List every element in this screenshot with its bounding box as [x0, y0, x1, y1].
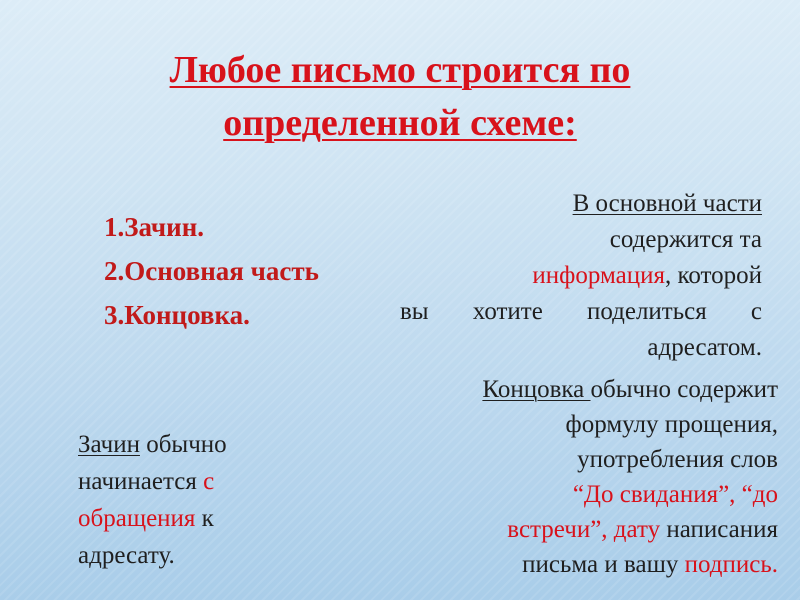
main-part-line-4: вы хотите поделиться с [400, 298, 762, 325]
main-part-line-5: адресатом. [647, 334, 762, 361]
main-part-description [400, 186, 762, 366]
main-part-line-1 [400, 186, 762, 222]
list-item-ending: 3.Концовка. [104, 300, 250, 330]
opening-line-2-text: начинается [78, 468, 204, 495]
ending-heading: Концовка [482, 376, 591, 403]
ending-farewell-words: “До свидания”, “до [572, 481, 778, 508]
opening-line-2 [78, 463, 278, 500]
ending-line-2: формулу прощения, [565, 411, 778, 438]
main-part-heading: В основной части [572, 190, 762, 217]
opening-heading: Зачин [78, 431, 140, 458]
ending-line-5 [412, 512, 778, 547]
list-item-main-part: 2.Основная часть [104, 256, 319, 286]
opening-line-3 [78, 500, 278, 537]
opening-description [78, 426, 278, 574]
ending-description [412, 372, 778, 582]
ending-line-1 [412, 372, 778, 407]
main-part-line-3-rest: , которой [664, 262, 762, 289]
main-part-keyword: информация [532, 262, 665, 289]
ending-line-3: употребления слов [577, 446, 778, 473]
title-line-2: определенной схеме: [223, 102, 577, 144]
main-part-line-3 [400, 258, 762, 294]
list-item-opening: 1.Зачин. [104, 212, 205, 242]
ending-line-4 [412, 477, 778, 512]
ending-line-6-text: письма и вашу [522, 551, 685, 578]
main-part-line-2: содержится та [609, 226, 762, 253]
ending-line-6 [412, 547, 778, 582]
opening-line-1 [78, 426, 278, 463]
ending-line-1-rest: обычно содержит [590, 376, 778, 403]
letter-structure-list [104, 205, 319, 337]
opening-keyword-1: с [203, 468, 215, 495]
opening-line-1-rest: обычно [139, 431, 227, 458]
slide-title [60, 44, 740, 150]
opening-keyword-2: обращения [78, 505, 196, 532]
ending-line-5-rest: написания [660, 516, 778, 543]
ending-farewell-words-2: встречи”, дату [507, 516, 661, 543]
title-line-1: Любое письмо строится по [169, 49, 631, 91]
opening-line-3-rest: к [195, 505, 214, 532]
opening-line-4: адресату. [78, 542, 175, 569]
ending-signature-word: подпись. [684, 551, 778, 578]
